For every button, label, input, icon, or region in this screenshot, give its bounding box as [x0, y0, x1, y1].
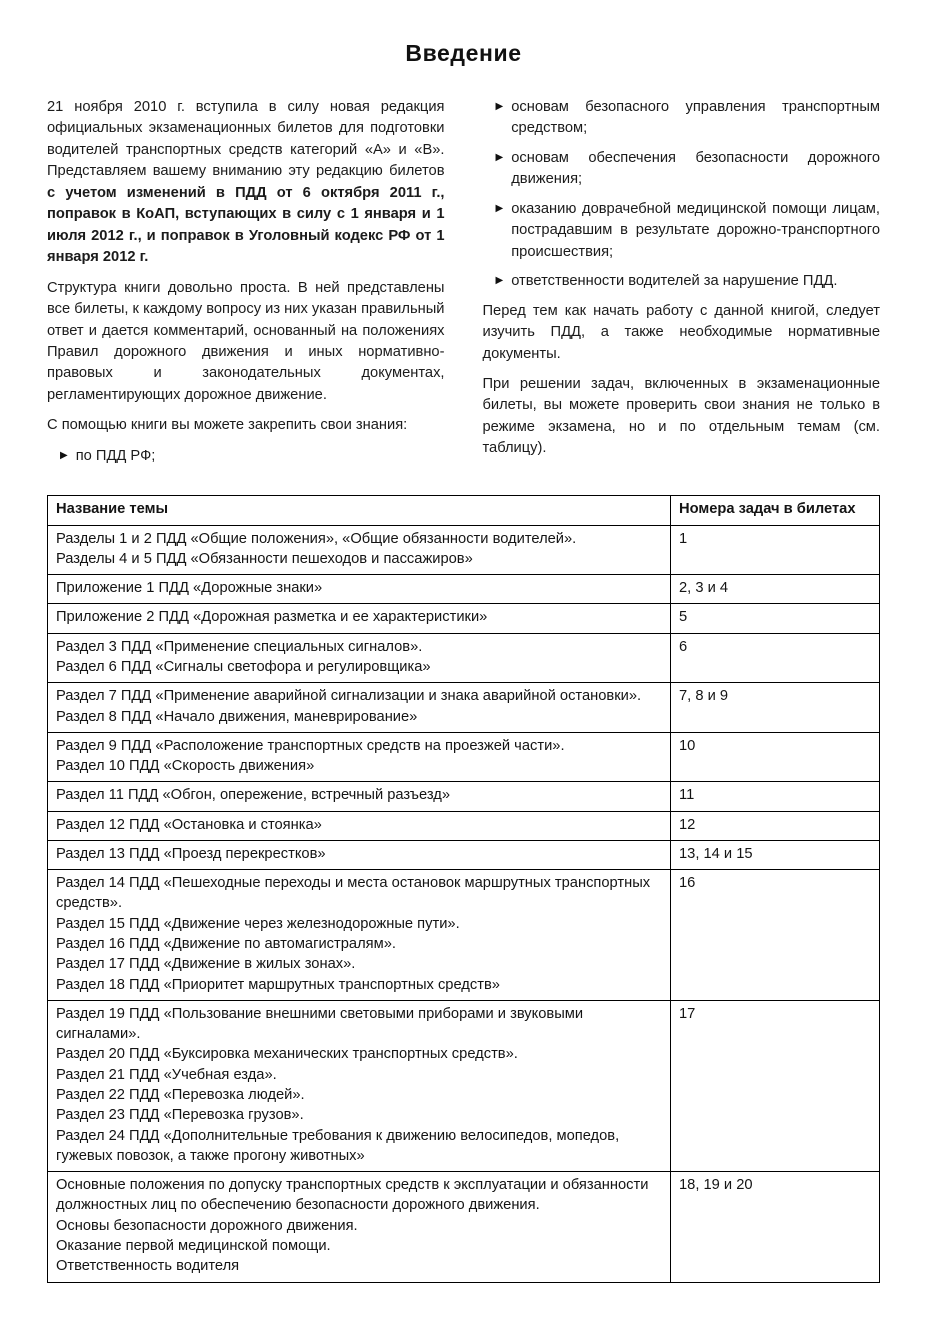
topic-line: Оказание первой медицинской помощи.: [56, 1237, 331, 1254]
topic-line: Разделы 1 и 2 ПДД «Общие положения», «Общие обязанности водителей».: [56, 530, 577, 547]
topic-cell: [48, 683, 671, 733]
topic-line: Приложение 1 ПДД «Дорожные знаки»: [56, 580, 323, 597]
numbers-cell: 16: [671, 870, 880, 1001]
table-header-numbers: Номера задач в билетах: [671, 496, 880, 525]
table-row: [48, 870, 880, 1001]
bullet-triangle-icon: ▶: [495, 101, 504, 112]
bullet-text: основам безопасного управления транспортным средством;: [511, 99, 880, 137]
topic-line: Основы безопасности дорожного движения.: [56, 1217, 358, 1234]
numbers-cell: 17: [671, 1000, 880, 1171]
intro-paragraph: Перед тем как начать работу с данной книгой, следует изучить ПДД, а также необходимые нормативные документы.: [482, 302, 880, 362]
topic-line: Раздел 23 ПДД «Перевозка грузов».: [56, 1107, 304, 1124]
topic-line: Раздел 13 ПДД «Проезд перекрестков»: [56, 845, 326, 862]
topic-cell: [48, 525, 671, 575]
topic-cell: [48, 1000, 671, 1171]
topic-line: Раздел 15 ПДД «Движение через железнодорожные пути».: [56, 915, 460, 932]
table-header-row: [48, 496, 880, 525]
topic-line: Раздел 22 ПДД «Перевозка людей».: [56, 1087, 305, 1103]
topic-line: Раздел 3 ПДД «Применение специальных сигналов».: [56, 638, 423, 655]
bullet-item: [483, 199, 881, 263]
table-row: [48, 604, 880, 633]
table-header-topic: Название темы: [48, 496, 671, 525]
topic-line: Раздел 16 ПДД «Движение по автомагистралям».: [56, 936, 396, 953]
topic-line: Раздел 12 ПДД «Остановка и стоянка»: [56, 816, 322, 833]
table-row: [48, 1172, 880, 1282]
topic-cell: [48, 604, 671, 633]
topic-line: Раздел 20 ПДД «Буксировка механических транспортных средств».: [56, 1046, 518, 1063]
topic-line: Раздел 6 ПДД «Сигналы светофора и регулировщика»: [56, 658, 431, 675]
table-row: [48, 683, 880, 733]
bullet-triangle-icon: ▶: [495, 202, 504, 214]
topic-cell: [48, 811, 671, 840]
bullet-triangle-icon: ▶: [495, 275, 504, 287]
topic-line: Раздел 14 ПДД «Пешеходные переходы и места остановок маршрутных транспортных средств».: [56, 875, 651, 912]
bullet-text: ответственности водителей за нарушение ПДД.: [511, 273, 838, 290]
topic-cell: [48, 782, 671, 811]
bullet-triangle-icon: ▶: [60, 449, 68, 461]
bullet-triangle-icon: ▶: [495, 151, 504, 163]
topic-cell: [48, 1172, 671, 1282]
topic-line: Раздел 21 ПДД «Учебная езда».: [56, 1066, 277, 1083]
bullet-item: [47, 446, 445, 467]
numbers-cell: 6: [671, 633, 880, 683]
bullet-text: оказанию доврачебной медицинской помощи лицам, пострадавшим в результате дорожно-транспортного происшествия;: [511, 200, 880, 260]
table-row: [48, 840, 880, 869]
topic-line: Приложение 2 ПДД «Дорожная разметка и ее характеристики»: [56, 609, 488, 626]
topic-line: Раздел 7 ПДД «Применение аварийной сигнализации и знака аварийной остановки».: [56, 688, 642, 705]
topic-cell: [48, 840, 671, 869]
topic-line: Разделы 4 и 5 ПДД «Обязанности пешеходов и пассажиров»: [56, 550, 473, 567]
numbers-cell: 5: [671, 604, 880, 633]
numbers-cell: 2, 3 и 4: [671, 575, 880, 604]
table-row: [48, 811, 880, 840]
intro-paragraph: [47, 97, 445, 269]
numbers-cell: 1: [671, 525, 880, 575]
table-row: [48, 1000, 880, 1171]
intro-paragraph: При решении задач, включенных в экзаменационные билеты, вы можете проверить свои знания не только в режиме экзамена, но и по отдельным темам (см. таблицу).: [482, 375, 880, 457]
numbers-cell: 10: [671, 732, 880, 782]
topic-cell: [48, 575, 671, 604]
topic-line: Раздел 24 ПДД «Дополнительные требования к движению велосипедов, мопедов, гужевых повозок, а также прогону животных»: [56, 1127, 620, 1164]
bullet-text: основам обеспечения безопасности дорожного движения;: [511, 149, 880, 188]
topic-cell: [48, 870, 671, 1001]
table-row: [48, 782, 880, 811]
table-row: [48, 525, 880, 575]
numbers-cell: 12: [671, 811, 880, 840]
intro-paragraph: Структура книги довольно проста. В ней представлены все билеты, к каждому вопросу из них указан правильный ответ и дается комментарий, основанный на положениях Правил дорожного движения и иных нормативно-правовых и законодательных документах, регламентирующих дорожное движение.: [47, 279, 445, 403]
topic-line: Раздел 8 ПДД «Начало движения, маневрирование»: [56, 708, 418, 725]
topic-line: Раздел 9 ПДД «Расположение транспортных средств на проезжей части».: [56, 737, 565, 754]
topics-table: [47, 495, 880, 1282]
topic-line: Раздел 10 ПДД «Скорость движения»: [56, 758, 315, 775]
topic-line: Раздел 18 ПДД «Приоритет маршрутных транспортных средств»: [56, 976, 500, 993]
intro-left-column: [47, 97, 445, 475]
numbers-cell: 13, 14 и 15: [671, 840, 880, 869]
bullet-item: [483, 148, 881, 191]
numbers-cell: 11: [671, 782, 880, 811]
table-row: [48, 732, 880, 782]
page-title: Введение: [405, 40, 522, 66]
intro-paragraph: С помощью книги вы можете закрепить свои знания:: [47, 417, 408, 434]
topic-line: Основные положения по допуску транспортных средств к эксплуатации и обязанности должностных лиц по обеспечению безопасности дорожного движения.: [56, 1177, 649, 1214]
topic-cell: [48, 732, 671, 782]
paragraph-text: 21 ноября 2010 г. вступила в силу новая редакция официальных экзаменационных билетов для подготовки водителей транспортных средств категорий «А» и «В». Представляем вашему вниманию эту редакцию билетов: [47, 99, 445, 180]
table-row: [48, 575, 880, 604]
paragraph-bold-text: с учетом изменений в ПДД от 6 октября 2011 г., поправок в КоАП, вступающих в силу с 1 января и 1 июля 2012 г., и поправок в Уголовный кодекс РФ от 1 января 2012 г.: [47, 184, 445, 266]
table-body: [48, 525, 880, 1282]
bullet-item: [483, 271, 881, 292]
numbers-cell: 18, 19 и 20: [671, 1172, 880, 1282]
topic-line: Ответственность водителя: [56, 1258, 240, 1275]
numbers-cell: 7, 8 и 9: [671, 683, 880, 733]
topic-cell: [48, 633, 671, 683]
intro-right-column: [483, 97, 881, 475]
bullet-text: по ПДД РФ;: [75, 447, 156, 464]
table-row: [48, 633, 880, 683]
intro-columns: [47, 97, 880, 475]
topic-line: Раздел 17 ПДД «Движение в жилых зонах».: [56, 956, 356, 973]
bullet-item: [483, 97, 881, 140]
topic-line: Раздел 19 ПДД «Пользование внешними световыми приборами и звуковыми сигналами».: [56, 1005, 584, 1043]
topic-line: Раздел 11 ПДД «Обгон, опережение, встречный разъезд»: [56, 787, 450, 804]
